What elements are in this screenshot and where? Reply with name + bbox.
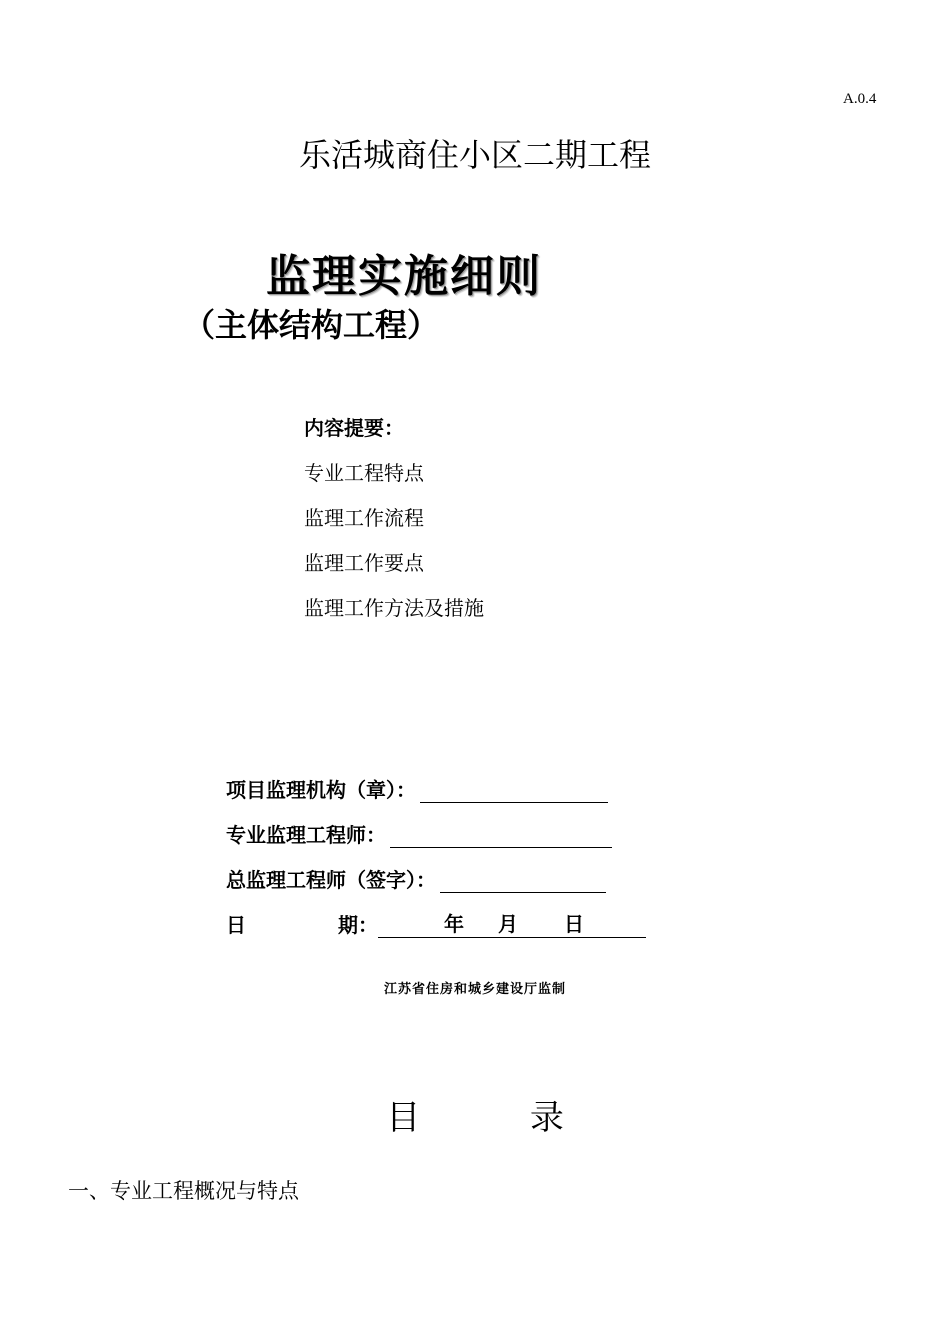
toc-item[interactable]: 一、专业工程概况与特点 — [68, 1179, 299, 1203]
issuer-note: 江苏省住房和城乡建设厅监制 — [383, 982, 566, 997]
signature-row-chief — [226, 864, 606, 893]
document-subtitle: （主体结构工程） — [183, 306, 440, 344]
summary-item: 专业工程特点 — [304, 461, 424, 485]
summary-item: 监理工作方法及措施 — [304, 596, 484, 620]
signature-row-date — [226, 909, 646, 938]
chief-label: 总监理工程师（签字）： — [226, 868, 436, 892]
day-label: 日 — [564, 912, 584, 936]
form-code: A.0.4 — [843, 91, 877, 107]
summary-item: 监理工作要点 — [304, 551, 424, 575]
engineer-label: 专业监理工程师： — [226, 823, 386, 847]
date-label-1: 日 — [226, 913, 246, 937]
date-line — [378, 913, 646, 938]
signature-row-org — [226, 774, 608, 803]
year-label: 年 — [444, 912, 464, 936]
org-signature-line — [420, 780, 608, 803]
project-name: 乐活城商住小区二期工程 — [298, 136, 651, 174]
date-label-2: 期： — [338, 913, 378, 937]
document-title: 监理实施细则 — [266, 251, 542, 302]
summary-item: 监理工作流程 — [304, 506, 424, 530]
signature-row-engineer — [226, 819, 612, 848]
summary-heading: 内容提要： — [304, 416, 404, 440]
month-label: 月 — [498, 912, 518, 936]
toc-title-char-1: 目 — [386, 1098, 421, 1138]
engineer-signature-line — [390, 825, 612, 848]
org-label: 项目监理机构（章）： — [226, 778, 416, 802]
toc-title — [0, 1090, 950, 1139]
toc-title-char-2: 录 — [529, 1098, 564, 1138]
chief-signature-line — [440, 870, 606, 893]
